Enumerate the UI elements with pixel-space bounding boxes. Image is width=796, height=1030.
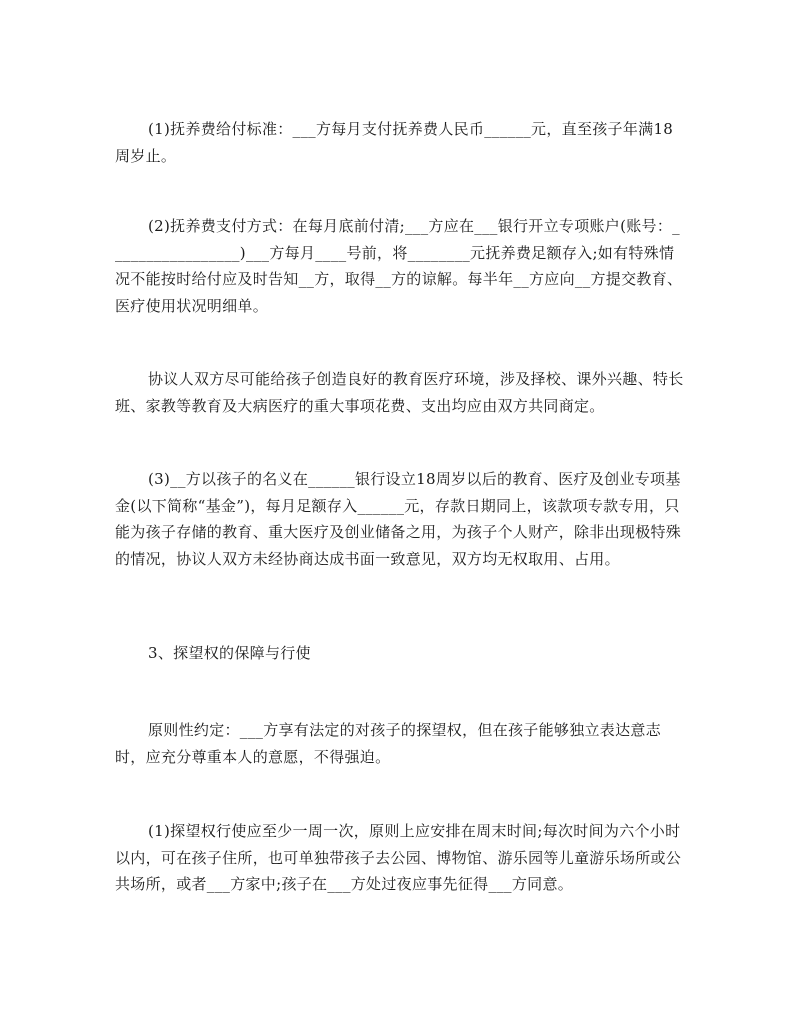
paragraph-visitation-frequency: (1)探望权行使应至少一周一次，原则上应安排在周末时间;每次时间为六个小时以内，可在孩子住所，也可单独带孩子去公园、博物馆、游乐园等儿童游乐场所或公共场所，或者___方家中;孩子在___方处过夜应事先征得___方同意。 <box>115 822 682 893</box>
section-heading-visitation-rights: 3、探望权的保障与行使 <box>148 644 311 662</box>
paragraph-child-support-standard: (1)抚养费给付标准：___方每月支付抚养费人民币______元，直至孩子年满18周岁止。 <box>115 120 674 165</box>
paragraph-visitation-principle: 原则性约定：___方享有法定的对孩子的探望权，但在孩子能够独立表达意志时，应充分尊重本人的意愿，不得强迫。 <box>115 721 662 766</box>
paragraph-child-support-payment-method: (2)抚养费支付方式：在每月底前付清;___方应在___银行开立专项账户(账号：_________________)___方每月____号前，将________元抚养费足额存入;如有特殊情况不能按时给付应及时告知__方，取得__方的谅解。每半年__方应向__方提交教育、医疗使用状况明细单。 <box>115 217 683 315</box>
paragraph-special-fund: (3)__方以孩子的名义在______银行设立18周岁以后的教育、医疗及创业专项基金(以下简称“基金”)，每月足额存入______元，存款日期同上，该款项专款专用，只能为孩子存储的教育、重大医疗及创业储备之用，为孩子个人财产，除非出现极特殊的情况，协议人双方未经协商达成书面一致意见，双方均无权取用、占用。 <box>115 470 682 568</box>
paragraph-education-medical-environment: 协议人双方尽可能给孩子创造良好的教育医疗环境，涉及择校、课外兴趣、特长班、家教等教育及大病医疗的重大事项花费、支出均应由双方共同商定。 <box>115 370 684 415</box>
